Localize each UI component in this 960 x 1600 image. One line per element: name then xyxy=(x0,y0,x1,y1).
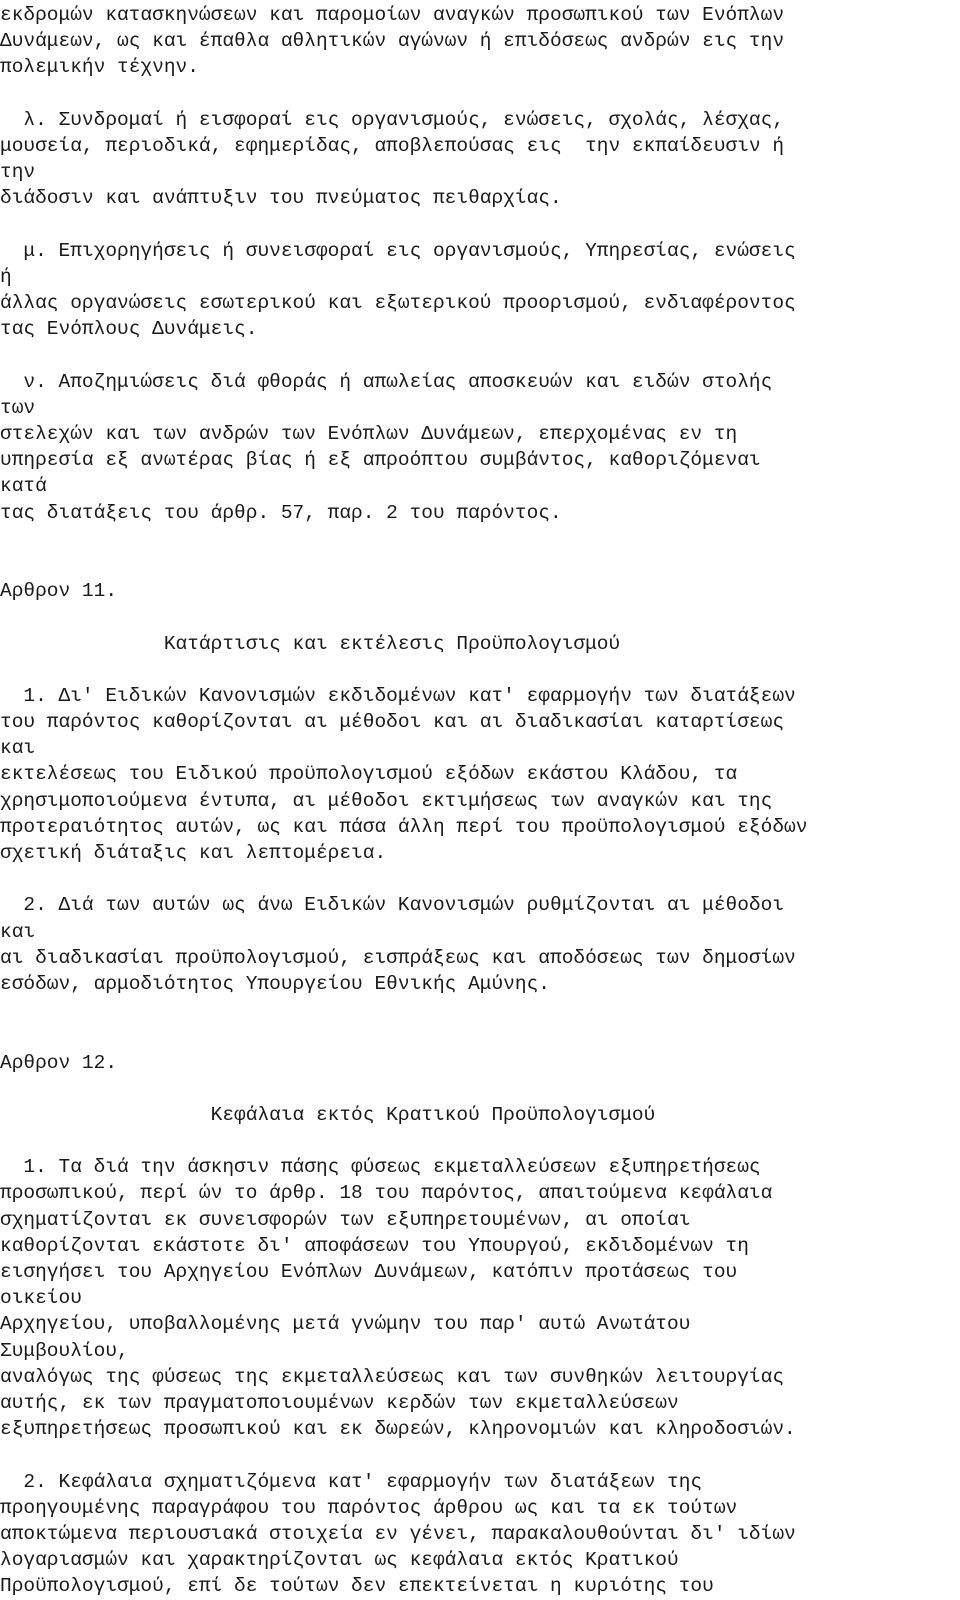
text-line: Προϋπολογισμού, επί δε τούτων δεν επεκτείνεται η κυριότης του xyxy=(0,1575,714,1598)
text-line: και xyxy=(0,920,36,943)
text-line: προτεραιότητος αυτών, ως και πάσα άλλη περί του προϋπολογισμού εξόδων xyxy=(0,815,808,838)
article-heading: Αρθρον 11. xyxy=(0,580,118,603)
paragraph-start-line: μ. Επιχορηγήσεις ή συνεισφοραί εις οργανισμούς, Υπηρεσίας, ενώσεις xyxy=(0,239,796,262)
blank-line xyxy=(0,866,960,892)
text-line: προηγουμένης παραγράφου του παρόντος άρθρου ως και τα εκ τούτων xyxy=(0,1496,738,1519)
blank-line xyxy=(0,342,960,368)
text-line: υπηρεσία εξ ανωτέρας βίας ή εξ απροόπτου συμβάντος, καθοριζόμεναι xyxy=(0,449,761,472)
paragraph-start-line: λ. Συνδρομαί ή εισφοραί εις οργανισμούς, ενώσεις, σχολάς, λέσχας, xyxy=(0,108,785,131)
text-line: την xyxy=(0,161,36,184)
text-line: ή xyxy=(0,265,12,288)
text-line: μουσεία, περιοδικά, εφημερίδας, αποβλεπούσας εις την εκπαίδευσιν ή xyxy=(0,134,785,157)
text-line: εισηγήσει του Αρχηγείου Ενόπλων Δυνάμεων, κατόπιν προτάσεως του xyxy=(0,1261,738,1283)
paragraph-start-line: 2. Διά των αυτών ως άνω Ειδικών Κανονισμών ρυθμίζονται αι μέθοδοι xyxy=(0,894,785,917)
blank-line xyxy=(0,657,960,683)
text-line: Αρχηγείου, υποβαλλομένης μετά γνώμην του παρ' αυτώ Ανωτάτου xyxy=(0,1313,691,1336)
text-line: διάδοσιν και ανάπτυξιν του πνεύματος πειθαρχίας. xyxy=(0,187,562,210)
blank-line xyxy=(0,552,960,578)
text-line: χρησιμοποιούμενα έντυπα, αι μέθοδοι εκτιμήσεως των αναγκών και της xyxy=(0,789,773,812)
blank-line xyxy=(0,212,960,238)
text-line: κατά xyxy=(0,475,47,498)
text-line: εσόδων, αρμοδιότητος Υπουργείου Εθνικής Αμύνης. xyxy=(0,972,550,995)
text-line: σχηματίζονται εκ συνεισφορών των εξυπηρετουμένων, αι οποίαι xyxy=(0,1208,691,1231)
text-line: των xyxy=(0,396,36,419)
text-line: προσωπικού, περί ών το άρθρ. 18 του παρόντος, απαιτούμενα κεφάλαια xyxy=(0,1182,773,1205)
blank-line xyxy=(0,997,960,1023)
blank-line xyxy=(0,1023,960,1049)
text-line: του παρόντος καθορίζονται αι μέθοδοι και αι διαδικασίαι καταρτίσεως xyxy=(0,711,785,734)
blank-line xyxy=(0,1076,960,1102)
text-line: αναλόγως της φύσεως της εκμεταλλεύσεως και των συνθηκών λειτουργίας xyxy=(0,1365,785,1388)
blank-line xyxy=(0,604,960,630)
blank-line xyxy=(0,1442,960,1468)
text-line: πολεμικήν τέχνην. xyxy=(0,56,199,79)
text-line: εκδρομών κατασκηνώσεων και παρομοίων αναγκών προσωπικού των Ενόπλων xyxy=(0,4,785,26)
paragraph-start-line: 2. Κεφάλαια σχηματιζόμενα κατ' εφαρμογήν των διατάξεων της xyxy=(0,1470,703,1493)
text-line: τας διατάξεις του άρθρ. 57, παρ. 2 του παρόντος. xyxy=(0,501,562,524)
text-line: καθορίζονται εκάστοτε δι' αποφάσεων του Υπουργού, εκδιδομένων τη xyxy=(0,1234,749,1257)
text-line: και xyxy=(0,737,36,760)
text-line: αυτής, εκ των πραγματοποιουμένων κερδών των εκμεταλλεύσεων xyxy=(0,1391,679,1414)
text-line: λογαριασμών και χαρακτηρίζονται ως κεφάλαια εκτός Κρατικού xyxy=(0,1549,679,1572)
text-line: αι διαδικασίαι προϋπολογισμού, εισπράξεως και αποδόσεως των δημοσίων xyxy=(0,946,796,969)
article-title: Κατάρτισις και εκτέλεσις Προϋπολογισμού xyxy=(0,632,621,655)
blank-line xyxy=(0,526,960,552)
blank-line xyxy=(0,81,960,107)
paragraph-start-line: 1. Δι' Ειδικών Κανονισμών εκδιδομένων κατ' εφαρμογήν των διατάξεων xyxy=(0,684,796,707)
text-line: Συμβουλίου, xyxy=(0,1339,129,1362)
document-body xyxy=(0,2,960,1599)
text-line: οικείου xyxy=(0,1287,82,1310)
text-line: εξυπηρετήσεως προσωπικού και εκ δωρεών, κληρονομιών και κληροδοσιών. xyxy=(0,1418,796,1441)
text-line: στελεχών και των ανδρών των Ενόπλων Δυνάμεων, επερχομένας εν τη xyxy=(0,423,738,445)
text-line: άλλας οργανώσεις εσωτερικού και εξωτερικού προορισμού, ενδιαφέροντος xyxy=(0,292,796,315)
paragraph-start-line: 1. Τα διά την άσκησιν πάσης φύσεως εκμεταλλεύσεων εξυπηρετήσεως xyxy=(0,1156,761,1179)
text-line: Δυνάμεων, ως και έπαθλα αθλητικών αγώνων ή επιδόσεως ανδρών εις την xyxy=(0,30,785,53)
article-title: Κεφάλαια εκτός Κρατικού Προϋπολογισμού xyxy=(0,1103,656,1126)
blank-line xyxy=(0,1128,960,1154)
paragraph-start-line: ν. Αποζημιώσεις διά φθοράς ή απωλείας αποσκευών και ειδών στολής xyxy=(0,370,773,393)
text-line: αποκτώμενα περιουσιακά στοιχεία εν γένει, παρακαλουθούνται δι' ιδίων xyxy=(0,1522,796,1545)
text-line: εκτελέσεως του Ειδικού προϋπολογισμού εξόδων εκάστου Κλάδου, τα xyxy=(0,763,738,786)
article-heading: Αρθρον 12. xyxy=(0,1051,118,1074)
text-line: σχετική διάταξις και λεπτομέρεια. xyxy=(0,842,387,864)
text-line: τας Ενόπλους Δυνάμεις. xyxy=(0,318,258,341)
